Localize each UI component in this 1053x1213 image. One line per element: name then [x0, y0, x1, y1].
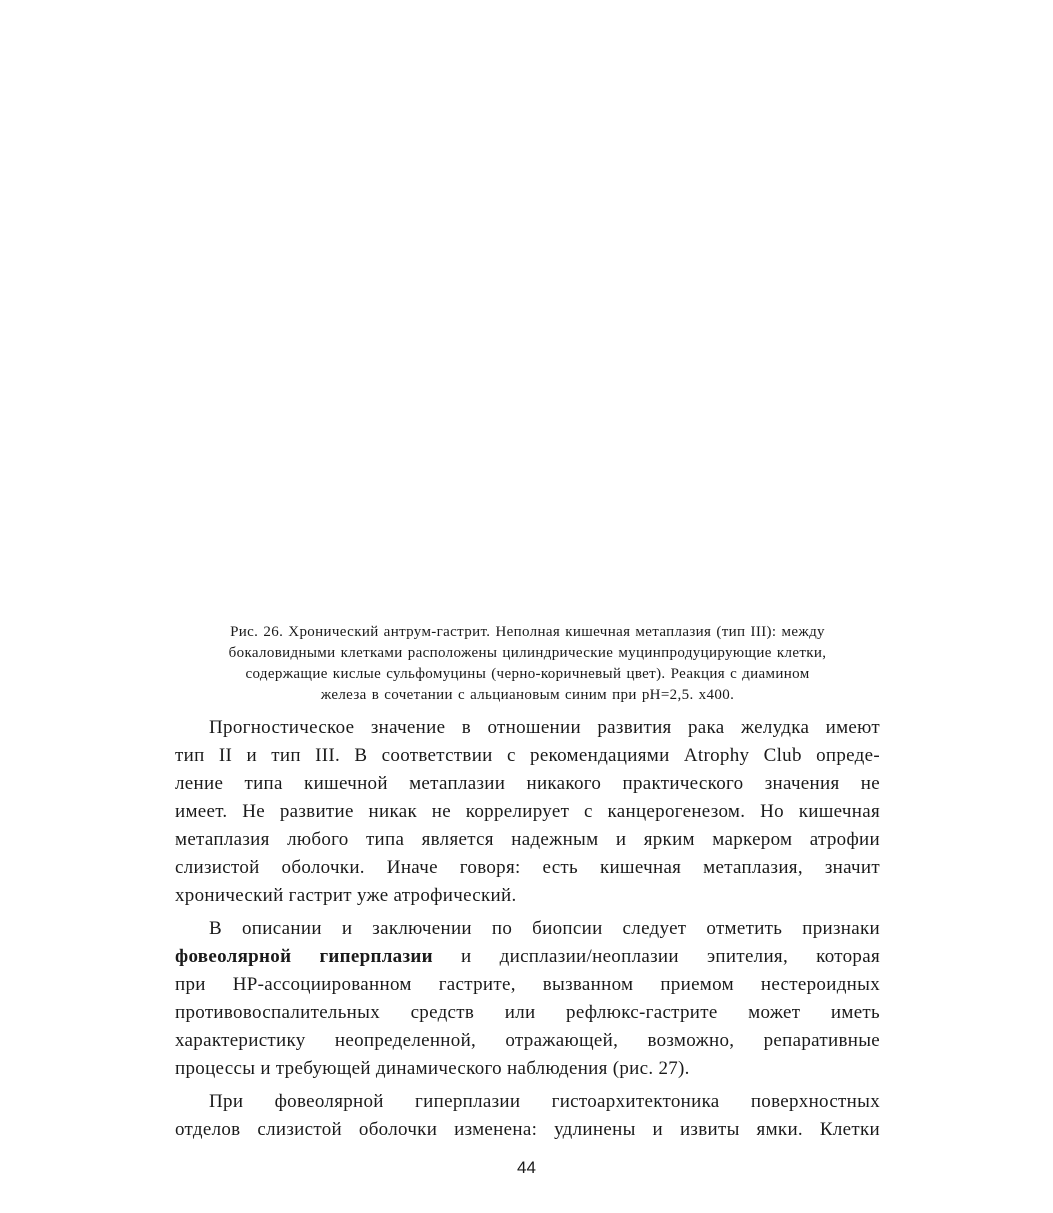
- bold-term: фовеолярной гиперплазии: [175, 946, 433, 967]
- caption-line: Рис. 26. Хронический антрум-гастрит. Неполная кишечная метаплазия (тип III): между: [230, 624, 825, 640]
- text-line: При фовеолярной гиперплазии гистоархитектоника поверхностных: [209, 1091, 880, 1112]
- text-line: тип II и тип III. В соответствии с рекомендациями Atrophy Club опреде-: [175, 745, 880, 766]
- text-line: хронический гастрит уже атрофический.: [175, 885, 517, 906]
- text-line: метаплазия любого типа является надежным и ярким маркером атрофии: [175, 829, 880, 850]
- text-fragment: и дисплазии/неоплазии эпителия, которая: [432, 946, 880, 967]
- body-text: [175, 714, 880, 1149]
- page-number: 44: [517, 1158, 536, 1177]
- paragraph-biopsy: [175, 915, 880, 1083]
- text-line: имеет. Не развитие никак не коррелирует с канцерогенезом. Но кишечная: [175, 801, 880, 822]
- paragraph-prognostic: [175, 714, 880, 910]
- text-line: ление типа кишечной метаплазии никакого практического значения не: [175, 773, 880, 794]
- caption-line: железа в сочетании с альциановым синим при pH=2,5. х400.: [320, 687, 735, 703]
- text-line: В описании и заключении по биопсии следует отметить признаки: [209, 918, 880, 939]
- text-line: процессы и требующей динамического наблюдения (рис. 27).: [175, 1058, 690, 1079]
- caption-line: бокаловидными клетками расположены цилиндрические муцинпродуцирующие клетки,: [228, 645, 827, 661]
- figure-image-area: [175, 20, 880, 610]
- figure-caption: [165, 622, 890, 706]
- paragraph-foveolar: [175, 1088, 880, 1144]
- text-line: противовоспалительных средств или рефлюкс-гастрите может иметь: [175, 1002, 880, 1023]
- text-line: при НР-ассоциированном гастрите, вызванном приемом нестероидных: [175, 974, 880, 995]
- text-line: отделов слизистой оболочки изменена: удлинены и извиты ямки. Клетки: [175, 1119, 880, 1140]
- text-line: слизистой оболочки. Иначе говоря: есть кишечная метаплазия, значит: [175, 857, 880, 878]
- text-line: характеристику неопределенной, отражающей, возможно, репаративные: [175, 1030, 880, 1051]
- text-line: [175, 943, 880, 971]
- caption-line: содержащие кислые сульфомуцины (черно-коричневый цвет). Реакция с диамином: [245, 666, 810, 682]
- text-line: Прогностическое значение в отношении развития рака желудка имеют: [209, 717, 880, 738]
